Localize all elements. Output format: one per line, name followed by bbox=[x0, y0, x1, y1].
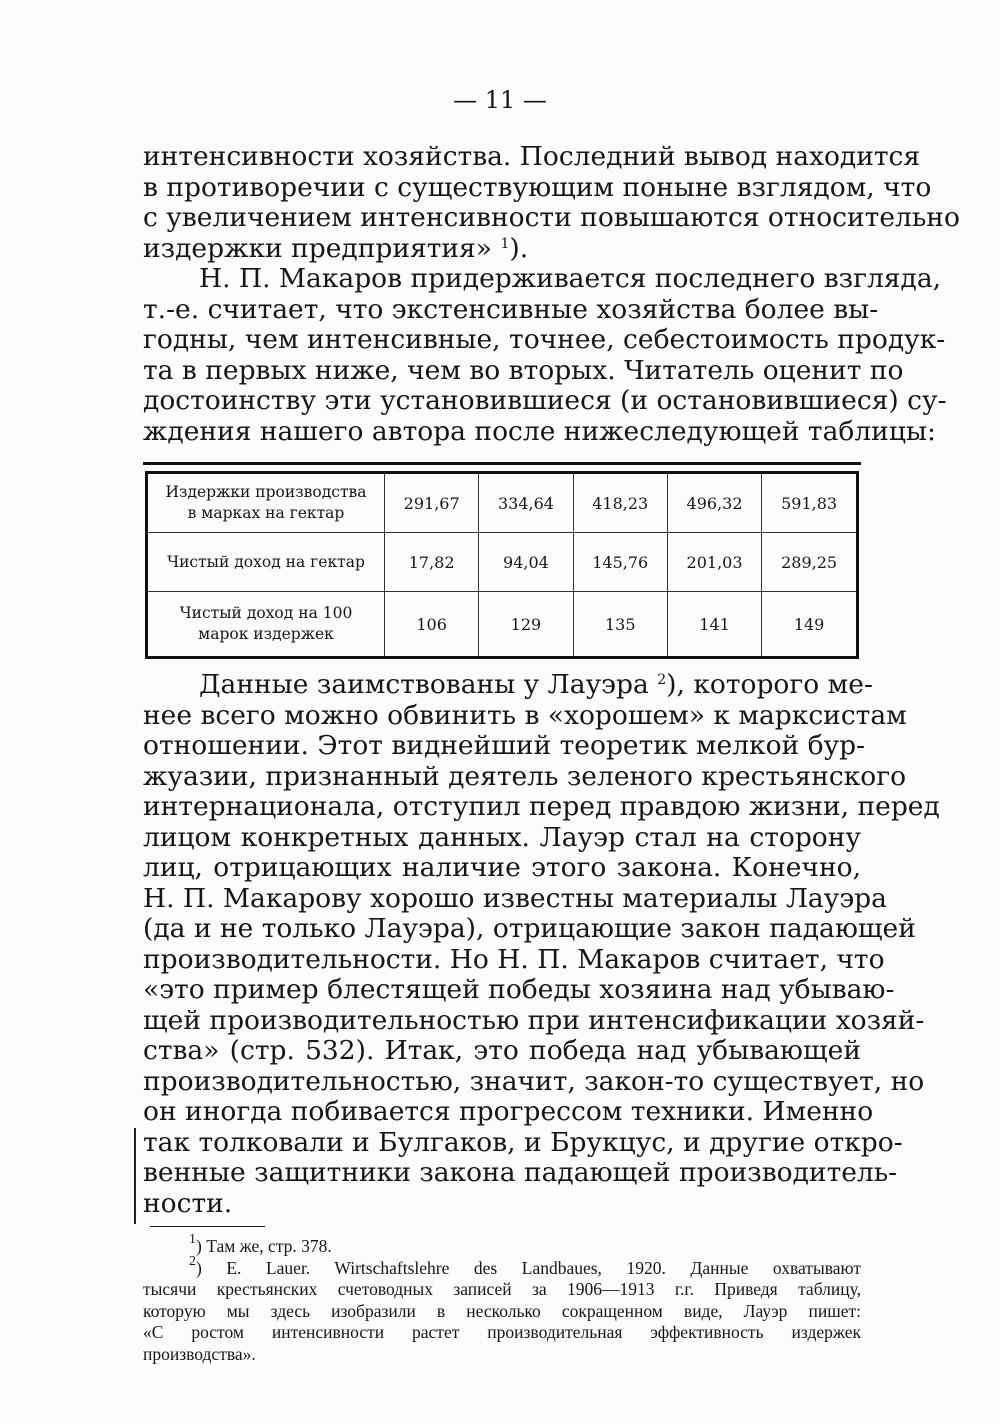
text-line: венные защитники закона падающей производитель- bbox=[143, 1157, 898, 1188]
text-line: ности. bbox=[143, 1187, 233, 1219]
footnote-2: $^2$) E. Lauer. Wirtschaftslehre des Landbaues, 1920. Данные охватывают bbox=[189, 1253, 861, 1278]
text-line: т.-е. считает, что экстенсивные хозяйства более вы- bbox=[143, 293, 879, 325]
text-line: лиц, отрицающих наличие этого закона. Конечно, bbox=[143, 852, 861, 883]
footnote-1: $^1$) Там же, стр. 378. bbox=[189, 1232, 332, 1256]
text-line: он иногда побивается прогрессом техники. Именно bbox=[143, 1096, 874, 1127]
paragraph-3 bbox=[143, 669, 940, 1219]
data-table-wrapper bbox=[143, 462, 861, 659]
table-cell: 94,04 bbox=[479, 533, 573, 592]
text-line: производительностью, значит, закон-то существует, но bbox=[143, 1065, 925, 1097]
row-header: Чистый доход на 100 марок издержек bbox=[147, 592, 385, 658]
footnote-line: которую мы здесь изобразили в несколько сокращенном виде, Лауэр пишет: bbox=[143, 1300, 861, 1321]
text-line: нее всего можно обвинить в «хорошем» к марксистам bbox=[143, 699, 907, 731]
footnotes bbox=[143, 1232, 861, 1365]
text-line: так толковали и Булгаков, и Брукцус, и другие откро- bbox=[143, 1126, 903, 1158]
table-row bbox=[147, 473, 858, 533]
footnote-line: производства». bbox=[143, 1343, 256, 1364]
row-header: Издержки производства в марках на гектар bbox=[147, 473, 385, 533]
page-number: — 11 — bbox=[453, 86, 547, 114]
paragraph-2 bbox=[143, 263, 947, 447]
text-line: достоинству эти установившиеся (и остановившиеся) су- bbox=[143, 385, 947, 416]
table-cell: 129 bbox=[479, 592, 573, 658]
text-line: «это пример блестящей победы хозяина над убываю- bbox=[143, 974, 895, 1005]
table-cell: 149 bbox=[762, 592, 858, 658]
footnote-ref-1: 1 bbox=[500, 235, 510, 252]
text-line: Н. П. Макарову хорошо известны материалы Лауэра bbox=[143, 882, 887, 914]
table-cell: 496,32 bbox=[667, 473, 761, 533]
table-cell: 141 bbox=[667, 592, 761, 658]
text-line: Данные заимствованы у Лауэра $^2$), которого ме- bbox=[199, 669, 873, 700]
text-line: отношении. Этот виднейший теоретик мелкой бур- bbox=[143, 730, 866, 761]
table-cell: 591,83 bbox=[762, 473, 858, 533]
table-cell: 418,23 bbox=[573, 473, 667, 533]
text-line: ждения нашего автора после нижеследующей таблицы: bbox=[143, 415, 936, 447]
text-line: ства» (стр. 532). Итак, это победа над убывающей bbox=[143, 1035, 861, 1066]
text-line: годны, чем интенсивные, точнее, себестоимость продук- bbox=[143, 324, 946, 355]
row-header: Чистый доход на гектар bbox=[147, 533, 385, 592]
margin-bracket bbox=[134, 1128, 140, 1224]
text-line: издержки предприятия» $^1$). bbox=[143, 232, 529, 264]
text-line: в противоречии с существующим поныне взглядом, что bbox=[143, 171, 932, 203]
text-line: та в первых ниже, чем во вторых. Читатель оценит по bbox=[143, 354, 904, 386]
table-cell: 17,82 bbox=[385, 533, 479, 592]
table-cell: 291,67 bbox=[385, 473, 479, 533]
text-line: Н. П. Макаров придерживается последнего взгляда, bbox=[199, 263, 942, 294]
text-line: с увеличением интенсивности повышаются относительно bbox=[143, 202, 960, 233]
table-cell: 201,03 bbox=[667, 533, 761, 592]
footnote-line: «С ростом интенсивности растет производительная эффективность издержек bbox=[143, 1322, 861, 1342]
footnote-line: тысячи крестьянских счетоводных записей за 1906—1913 г.г. Приведя таблицу, bbox=[143, 1279, 861, 1299]
paragraph-1 bbox=[143, 141, 960, 264]
text-line: жуазии, признанный деятель зеленого крестьянского bbox=[143, 760, 907, 792]
table-cell: 289,25 bbox=[762, 533, 858, 592]
table-cell: 334,64 bbox=[479, 473, 573, 533]
text-line: лицом конкретных данных. Лауэр стал на сторону bbox=[143, 821, 861, 853]
table-cell: 135 bbox=[573, 592, 667, 658]
table-cell: 106 bbox=[385, 592, 479, 658]
text-line: (да и не только Лауэра), отрицающие закон падающей bbox=[143, 913, 916, 944]
text-line: производительности. Но Н. П. Макаров считает, что bbox=[143, 943, 885, 975]
table-cell: 145,76 bbox=[573, 533, 667, 592]
text-line: интернационала, отступил перед правдою жизни, перед bbox=[143, 791, 940, 822]
data-table bbox=[145, 471, 859, 659]
footnote-divider bbox=[150, 1226, 265, 1227]
table-row bbox=[147, 592, 858, 658]
text-line: щей производительностью при интенсификации хозяй- bbox=[143, 1004, 925, 1036]
text-line: интенсивности хозяйства. Последний вывод находится bbox=[143, 141, 921, 172]
footnote-ref-2: 2 bbox=[657, 672, 667, 688]
table-row bbox=[147, 533, 858, 592]
